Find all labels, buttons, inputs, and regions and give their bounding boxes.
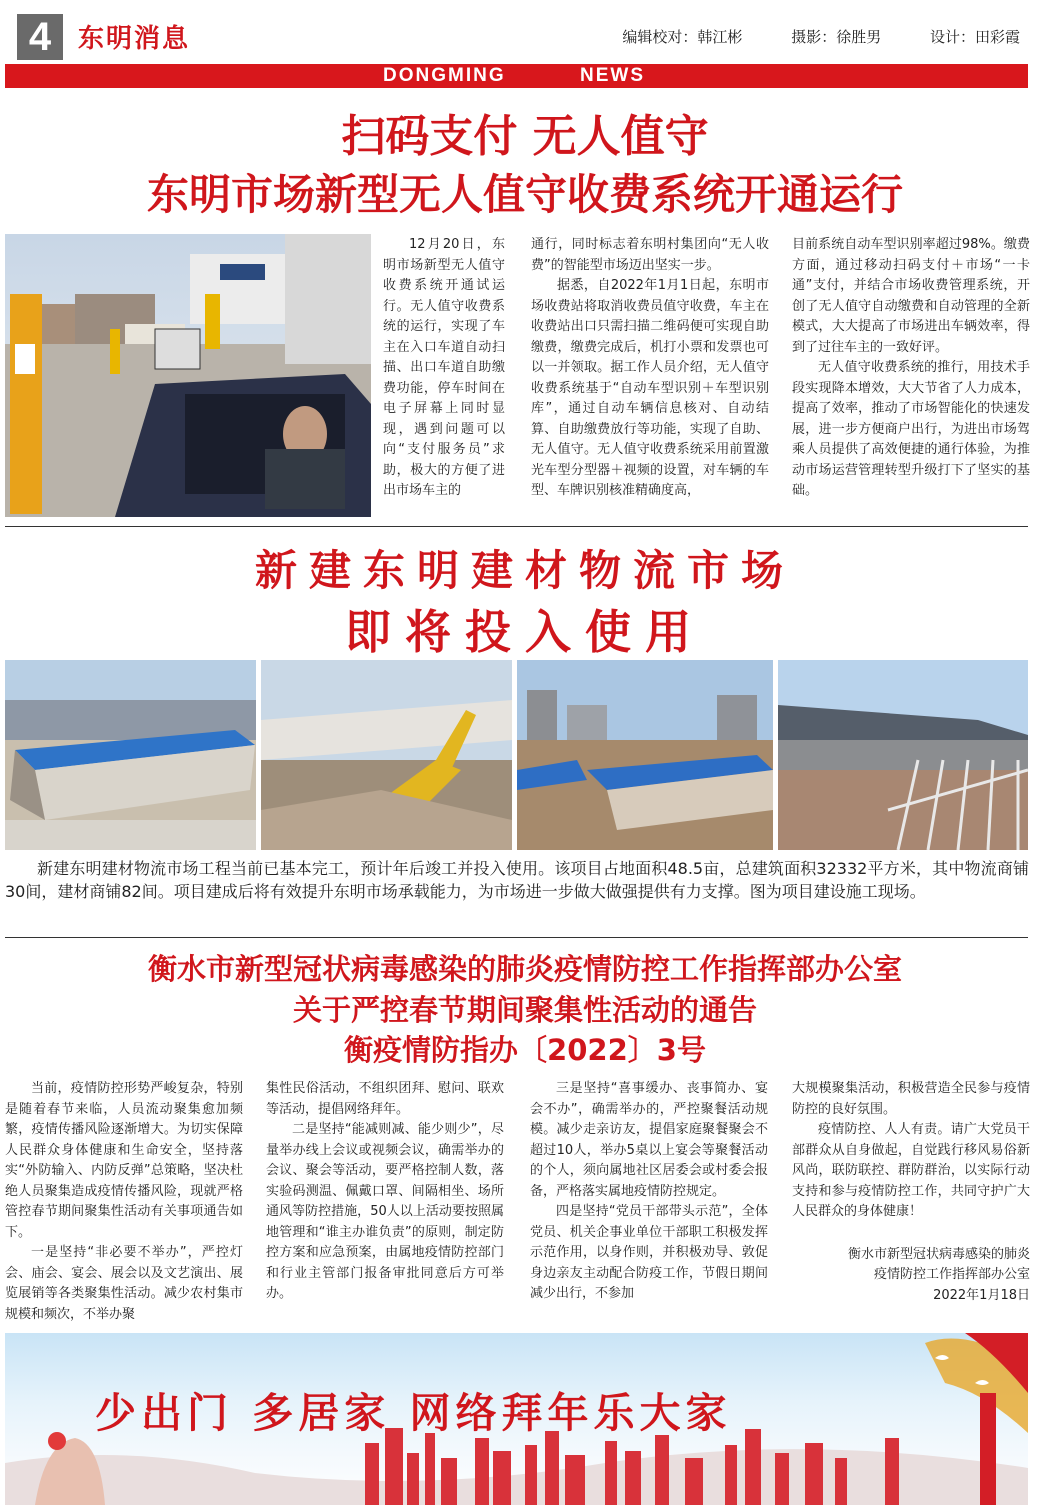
credits [598, 26, 1020, 47]
article3-column-3 [530, 1079, 768, 1305]
article1-paragraph: 据悉，自2022年1月1日起，东明市场收费站将取消收费员值守收费，车主在收费站出口只需扫描二维码便可实现自助缴费，缴费完成后，机打小票和发票也可以一并领取。据工作人员介绍，无人值守收费系统基于“自动车型识别＋车型识别库”，通过自动车辆信息核对、自动结算、自助缴费放行等功能，实现了自助、无人值守。无人值守收费系统采用前置激光车型分型器＋视频的设置，对车辆的车型、车牌识别核准精确度高， [531, 278, 769, 498]
section-divider [5, 937, 1028, 938]
signature-line: 疫情防控工作指挥部办公室 [873, 1267, 1030, 1282]
article2-photo-steel-canopy [778, 660, 1028, 850]
article1-photo-toll-booth [5, 234, 371, 517]
article3-title-line2: 关于严控春节期间聚集性活动的通告 [292, 993, 757, 1027]
article1-paragraph: 无人值守收费系统的推行，用技术手段实现降本增效，大大节省了人力成本，提高了效率，推动了市场智能化的快速发展，进一步方便商户出行，为进出市场驾乘人员提供了高效便捷的通行体验，为推动市场运营管理转型升级打下了坚实的基础。 [792, 360, 1030, 498]
article3-title-line1: 衡水市新型冠状病毒感染的肺炎疫情防控工作指挥部办公室 [147, 952, 902, 986]
article1-paragraph: 通行，同时标志着东明村集团向“无人收费”的智能型市场迈出坚实一步。 [531, 237, 769, 273]
article3-paragraph: 一是坚持“非必要不举办”，严控灯会、庙会、宴会、展会以及文艺演出、展览展销等各类聚集性活动。减少农村集市规模和频次，不举办聚 [5, 1245, 243, 1322]
article2-caption-text: 新建东明建材物流市场工程当前已基本完工，预计年后竣工并投入使用。该项目占地面积48.5亩，总建筑面积32332平方米，其中物流商铺30间，建材商铺82间。项目建成后将有效提升东明市场承载能力，为市场进一步做大做强提供有力支撑。图为项目建设施工现场。 [5, 859, 1029, 901]
credit-photo: 摄影：徐胜男 [791, 28, 882, 46]
header-red-bar [5, 64, 1028, 88]
article1-column-2 [531, 235, 769, 502]
article3-paragraph: 疫情防控、人人有责。请广大党员干部群众从自身做起，自觉践行移风易俗新风尚，联防联控、群防群治，以实际行动支持和参与疫情防控工作，共同守护广大人民群众的身体健康！ [792, 1122, 1030, 1219]
article3-paragraph: 三是坚持“喜事缓办、丧事简办、宴会不办”，确需举办的，严控聚餐活动规模。减少走亲访友，提倡家庭聚餐聚会不超过10人，举办5桌以上宴会等聚餐活动的个人，须向属地社区居委会或村委会报备，严格落实属地疫情防控规定。 [530, 1081, 768, 1199]
credit-editor: 编辑校对：韩江彬 [622, 28, 743, 46]
article3-column-4 [792, 1079, 1030, 1306]
section-divider [5, 526, 1028, 527]
article1-paragraph: 12月20日，东明市场新型无人值守收费系统开通试运行。无人值守收费系统的运行，实现了车主在入口车道自动扫描、出口车道自助缴费功能，停车时间在电子屏幕上同时显现，遇到问题可以向“支付服务员”求助，极大的方便了进出市场车主的 [383, 237, 505, 498]
article2-title-line2: 即将投入使用 [345, 605, 705, 659]
article3-signature [792, 1245, 1030, 1307]
article1-column-1 [383, 235, 505, 502]
signature-line: 衡水市新型冠状病毒感染的肺炎 [847, 1246, 1030, 1262]
article3-document-number: 衡疫情防指办〔2022〕3号 [344, 1033, 706, 1067]
page-number: 4 [17, 14, 63, 60]
article2-photo-aerial-roof [5, 660, 256, 850]
article2-photo-construction-site [517, 660, 773, 850]
credit-design: 设计：田彩霞 [929, 28, 1020, 46]
footer-slogan: 少出门 多居家 网络拜年乐大家 [95, 1389, 732, 1437]
article2-photo-excavator [261, 660, 512, 850]
article3-paragraph: 集性民俗活动，不组织团拜、慰问、联欢等活动，提倡网络拜年。 [266, 1081, 504, 1117]
article3-paragraph: 四是坚持“党员干部带头示范”，全体党员、机关企事业单位干部职工积极发挥示范作用，以身作则，并积极劝导、敦促身边亲友主动配合防疫工作，节假日期间减少出行，不参加 [530, 1204, 768, 1301]
article1-title-line1: 扫码支付 无人值守 [341, 111, 709, 162]
article2-title-line1: 新建东明建材物流市场 [254, 546, 795, 595]
article1-paragraph: 目前系统自动车型识别率超过98%。缴费方面，通过移动扫码支付＋市场“一卡通”支付，并结合市场收费管理系统，开创了无人值守自动缴费和自动管理的全新模式，大大提高了市场进出车辆效率，得到了过往车主的一致好评。 [792, 237, 1030, 355]
article3-paragraph: 二是坚持“能减则减、能少则少”，尽量举办线上会议或视频会议，确需举办的会议、聚会等活动，要严格控制人数，落实验码测温、佩戴口罩、间隔相坐、场所通风等防控措施，50人以上活动要按照属地管理和“谁主办谁负责”的原则，制定防控方案和应急预案，由属地疫情防控部门和行业主管部门报备审批同意后方可举办。 [266, 1122, 504, 1301]
article3-column-1 [5, 1079, 243, 1325]
article3-paragraph: 当前，疫情防控形势严峻复杂，特别是随着春节来临，人员流动聚集愈加频繁，疫情传播风险逐渐增大。为切实保障人民群众身体健康和生命安全，坚持落实“外防输入、内防反弹”总策略，坚决杜绝人员聚集造成疫情传播风险，现就严格管控春节期间聚集性活动有关事项通告如下。 [5, 1081, 243, 1240]
signature-date: 2022年1月18日 [933, 1287, 1030, 1303]
article1-title-line2: 东明市场新型无人值守收费系统开通运行 [146, 170, 903, 219]
banner-word-news: NEWS [580, 65, 645, 86]
article3-paragraph: 大规模聚集活动，积极营造全民参与疫情防控的良好氛围。 [792, 1081, 1030, 1117]
article2-caption [5, 858, 1029, 903]
article1-column-3 [792, 235, 1030, 502]
newspaper-name: 东明消息 [78, 24, 191, 54]
article3-column-2 [266, 1079, 504, 1305]
banner-word-dongming: DONGMING [383, 65, 506, 86]
